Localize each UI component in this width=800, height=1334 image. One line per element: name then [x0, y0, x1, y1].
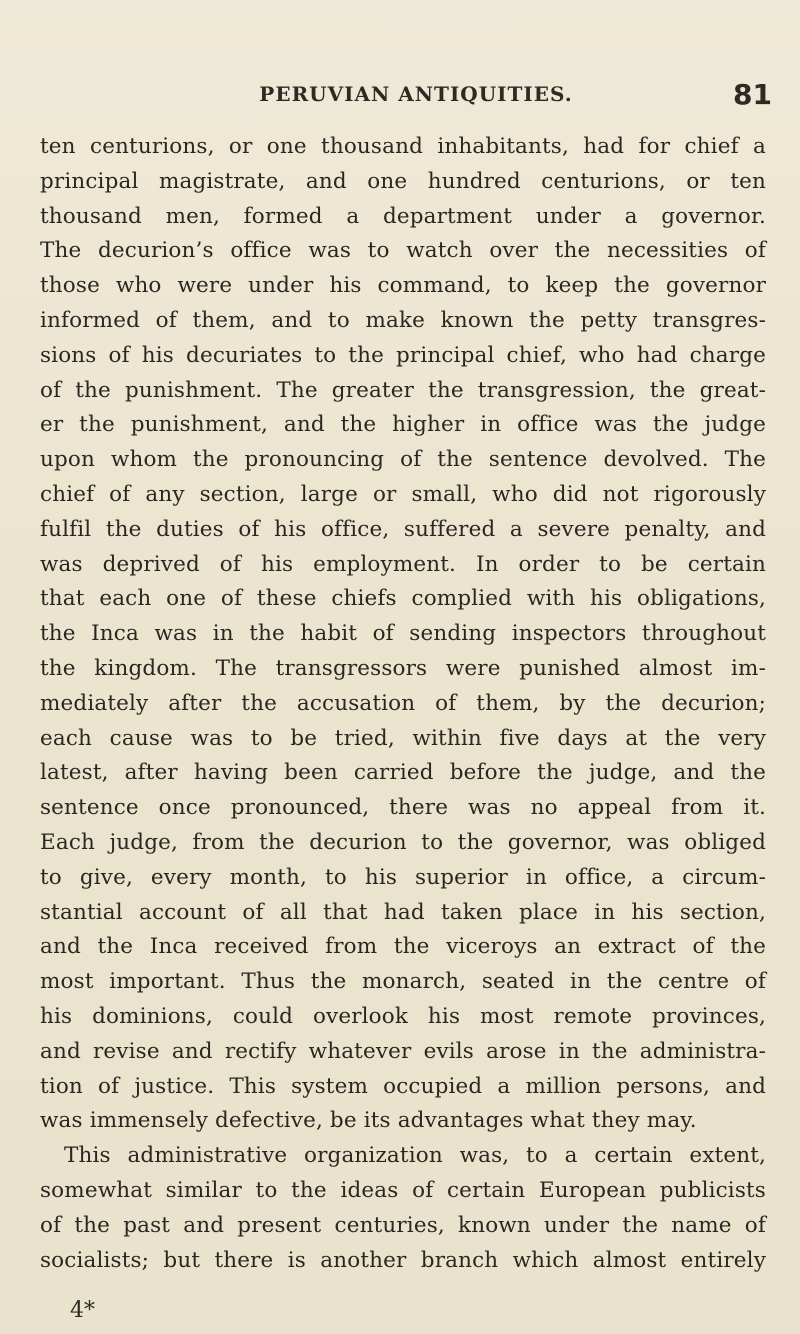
text-line: upon whom the pronouncing of the sentence devolved. The [40, 447, 766, 473]
text-line: and revise and rectify whatever evils arose in the administra- [40, 1038, 766, 1064]
text-line: This administrative organization was, to a certain extent, [64, 1143, 766, 1169]
text-line: those who were under his command, to keep the governor [40, 273, 766, 299]
text-line: of the past and present centuries, known under the name of [40, 1212, 766, 1238]
text-line: chief of any section, large or small, who did not rigorously [40, 481, 766, 507]
text-line: the Inca was in the habit of sending inspectors throughout [40, 621, 766, 647]
text-line: of the punishment. The greater the transgression, the great- [40, 377, 766, 403]
text-line: sentence once pronounced, there was no appeal from it. [40, 795, 766, 821]
text-line: sions of his decuriates to the principal chief, who had charge [40, 342, 766, 368]
text-line: latest, after having been carried before the judge, and the [40, 760, 766, 786]
body-text [40, 130, 766, 1278]
text-line: The decurion’s office was to watch over the necessities of [40, 238, 766, 264]
text-line: principal magistrate, and one hundred centurions, or ten [40, 168, 766, 194]
text-line: er the punishment, and the higher in office was the judge [40, 412, 766, 438]
text-line: to give, every month, to his superior in office, a circum- [40, 864, 766, 890]
text-line: stantial account of all that had taken place in his section, [40, 899, 766, 925]
signature-mark: 4* [70, 1298, 95, 1323]
text-line: most important. Thus the monarch, seated in the centre of [40, 969, 766, 995]
text-line: mediately after the accusation of them, by the decurion; [40, 690, 766, 716]
text-line: each cause was to be tried, within five days at the very [40, 725, 766, 751]
text-line: Each judge, from the decurion to the governor, was obliged [40, 829, 766, 855]
text-line: the kingdom. The transgressors were punished almost im- [40, 655, 766, 681]
text-line: thousand men, formed a department under a governor. [40, 203, 766, 229]
running-head: PERUVIAN ANTIQUITIES. [259, 82, 573, 106]
text-line: informed of them, and to make known the petty transgres- [40, 307, 766, 333]
text-line: his dominions, could overlook his most remote provinces, [40, 1003, 766, 1029]
text-line: tion of justice. This system occupied a million persons, and [40, 1073, 766, 1099]
text-line: was deprived of his employment. In order to be certain [40, 551, 766, 577]
text-line: that each one of these chiefs complied with his obligations, [40, 586, 766, 612]
text-line: somewhat similar to the ideas of certain European publicists [40, 1177, 766, 1203]
page-number: 81 [733, 78, 772, 111]
text-line: ten centurions, or one thousand inhabitants, had for chief a [40, 134, 766, 159]
text-line: fulfil the duties of his office, suffered a severe penalty, and [40, 516, 766, 542]
text-line: and the Inca received from the viceroys an extract of the [40, 934, 766, 960]
text-line: was immensely defective, be its advantages what they may. [40, 1108, 697, 1134]
text-line: socialists; but there is another branch which almost entirely [40, 1247, 766, 1273]
page-header [60, 74, 772, 110]
